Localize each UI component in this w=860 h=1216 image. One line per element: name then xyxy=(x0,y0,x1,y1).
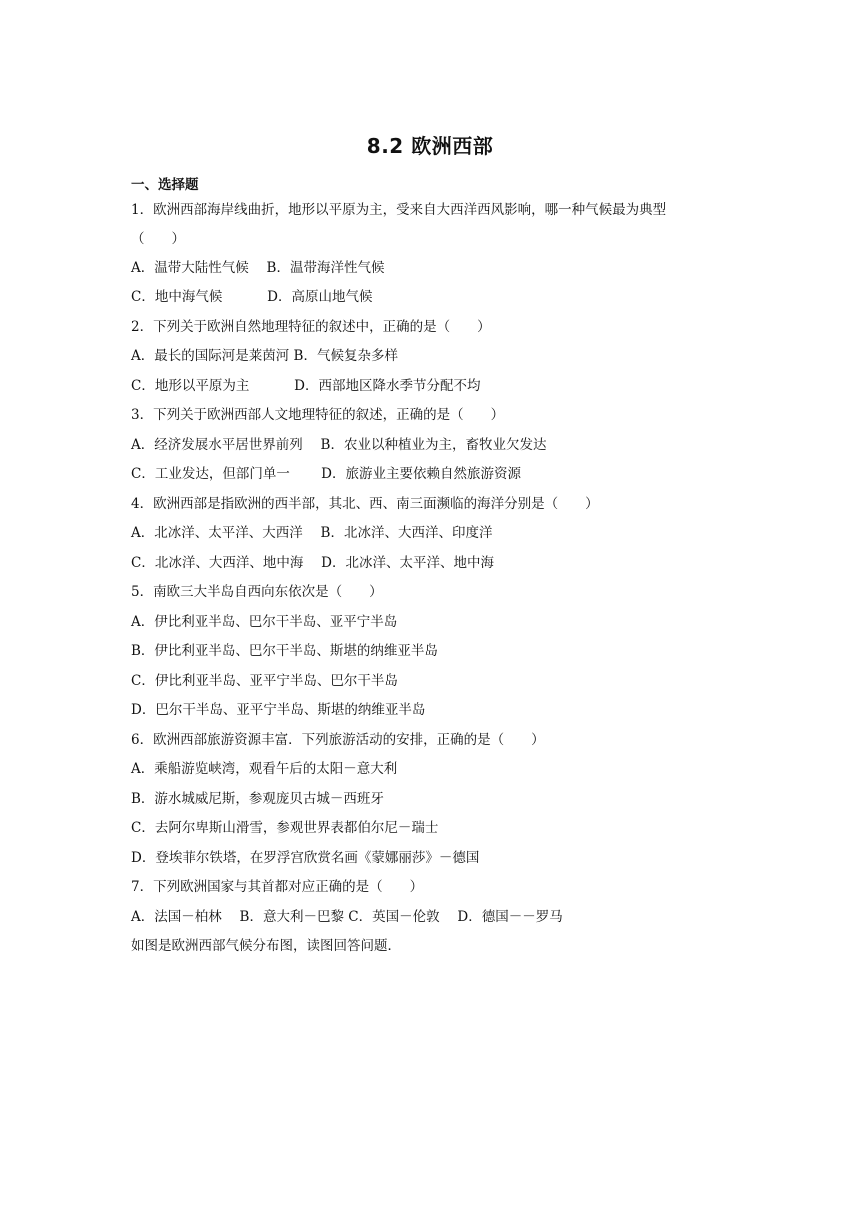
question-3-stem: 3．下列关于欧洲西部人文地理特征的叙述，正确的是（ ） xyxy=(131,407,505,423)
question-2-stem: 2．下列关于欧洲自然地理特征的叙述中，正确的是（ ） xyxy=(131,319,491,335)
question-1-options-2: C．地中海气候 D．高原山地气候 xyxy=(131,289,373,305)
closing-text: 如图是欧洲西部气候分布图，读图回答问题． xyxy=(131,938,401,954)
question-7-options-1: A．法国－柏林 B．意大利－巴黎 C．英国－伦敦 D．德国－－罗马 xyxy=(131,909,563,925)
question-4-stem: 4．欧洲西部是指欧洲的西半部，其北、西、南三面濒临的海洋分别是（ ） xyxy=(131,496,599,512)
section-heading: 一、选择题 xyxy=(131,177,199,193)
question-1-stem: 1．欧洲西部海岸线曲折，地形以平原为主，受来自大西洋西风影响，哪一种气候最为典型 xyxy=(131,202,667,218)
question-3-options-1: A．经济发展水平居世界前列 B．农业以种植业为主，畜牧业欠发达 xyxy=(131,437,547,453)
question-2-options-2: C．地形以平原为主 D．西部地区降水季节分配不均 xyxy=(131,378,481,394)
question-5-stem: 5．南欧三大半岛自西向东依次是（ ） xyxy=(131,584,383,600)
question-1-stem-cont: （ ） xyxy=(131,231,185,247)
question-4-options-2: C．北冰洋、大西洋、地中海 D．北冰洋、太平洋、地中海 xyxy=(131,555,494,571)
page-title: 8.2 欧洲西部 xyxy=(366,134,494,158)
question-5-option-c: C．伊比利亚半岛、亚平宁半岛、巴尔干半岛 xyxy=(131,673,398,689)
question-3-options-2: C．工业发达，但部门单一 D．旅游业主要依赖自然旅游资源 xyxy=(131,466,521,482)
question-1-options-1: A．温带大陆性气候 B．温带海洋性气候 xyxy=(131,260,385,276)
question-6-option-a: A．乘船游览峡湾，观看午后的太阳－意大利 xyxy=(131,761,398,777)
question-6-option-c: C．去阿尔卑斯山滑雪，参观世界表都伯尔尼－瑞士 xyxy=(131,820,439,836)
question-6-option-d: D．登埃菲尔铁塔，在罗浮宫欣赏名画《蒙娜丽莎》－德国 xyxy=(131,850,480,866)
question-4-options-1: A．北冰洋、太平洋、大西洋 B．北冰洋、大西洋、印度洋 xyxy=(131,525,493,541)
question-2-options-1: A．最长的国际河是莱茵河 B．气候复杂多样 xyxy=(131,348,398,364)
question-5-option-b: B．伊比利亚半岛、巴尔干半岛、斯堪的纳维亚半岛 xyxy=(131,643,438,659)
question-6-option-b: B．游水城威尼斯，参观庞贝古城－西班牙 xyxy=(131,791,384,807)
question-5-option-a: A．伊比利亚半岛、巴尔干半岛、亚平宁半岛 xyxy=(131,614,398,630)
question-6-stem: 6．欧洲西部旅游资源丰富．下列旅游活动的安排，正确的是（ ） xyxy=(131,732,545,748)
question-5-option-d: D．巴尔干半岛、亚平宁半岛、斯堪的纳维亚半岛 xyxy=(131,702,426,718)
question-7-stem: 7．下列欧洲国家与其首都对应正确的是（ ） xyxy=(131,879,424,895)
